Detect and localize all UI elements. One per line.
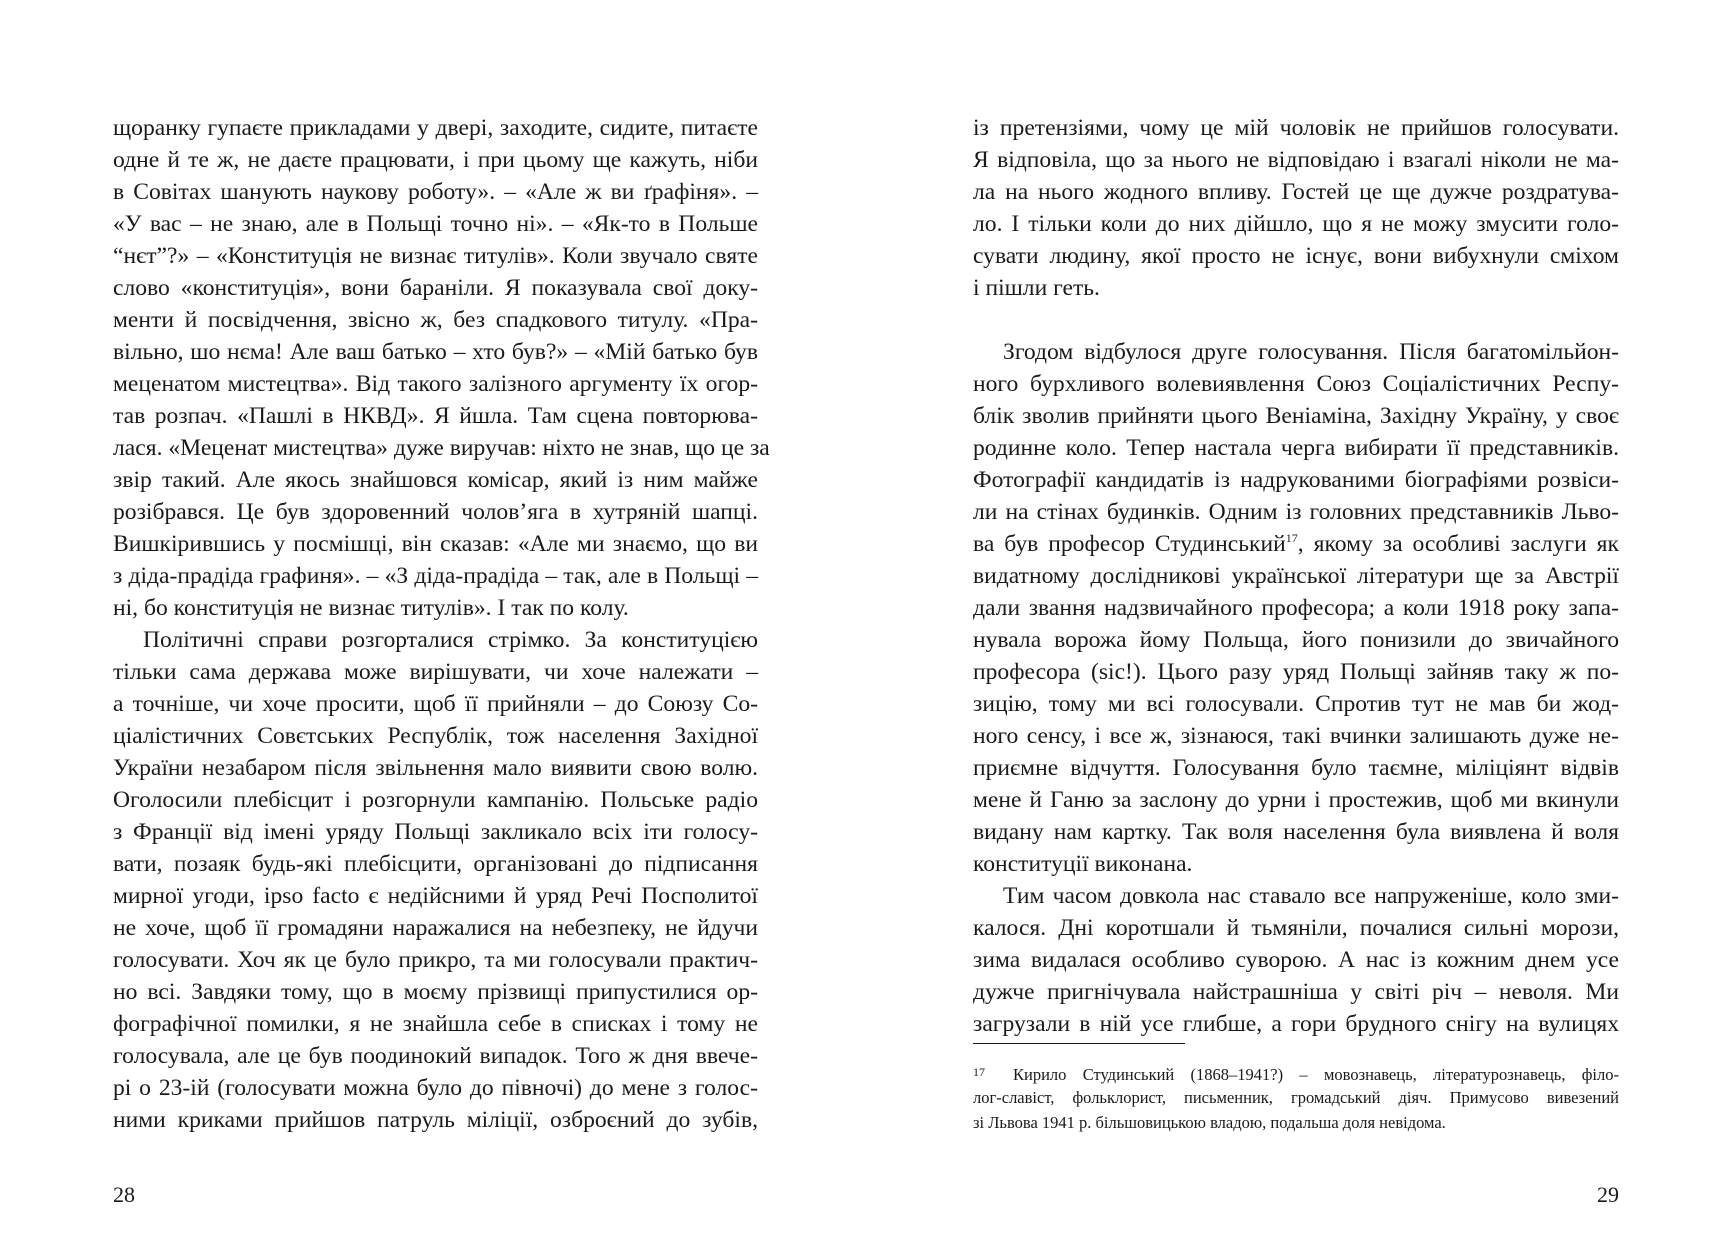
body-line: з діда-прадіда графиня». – «З діда-прадіда – так, але в Польщі – [113, 563, 758, 589]
body-line: щоранку гупаєте прикладами у двері, заходите, сидите, питаєте [113, 115, 758, 141]
body-line: слово «конституція», вони бараніли. Я показувала свої доку- [113, 275, 758, 301]
body-line: рі о 23-ій (голосувати можна було до півночі) до мене з голос- [113, 1075, 758, 1101]
right-page-body [973, 112, 1619, 1040]
body-line: вати, позаяк будь-які плебісцити, організовані до підписання [113, 851, 758, 877]
body-line: звір такий. Але якось знайшовся комісар, який із ним майже [113, 467, 758, 493]
body-line: розібрався. Це був здоровенний чолов’яга в хутряній шапці. [113, 499, 758, 525]
body-line: загрузали в ній усе глибше, а гори брудного снігу на вулицях [973, 1011, 1619, 1037]
page-number-left: 28 [113, 1182, 135, 1207]
body-line: з Франції від імені уряду Польщі закликало всіх іти голосу- [113, 819, 758, 845]
body-line: Вишкірившись у посмішці, він сказав: «Але ми знаємо, що ви [113, 531, 758, 557]
body-line: Політичні справи розгорталися стрімко. За конституцією [143, 627, 758, 653]
body-line: ними криками прийшов патруль міліції, озброєний до зубів, [113, 1107, 758, 1133]
line-text: , якому за особливі заслуги як [1297, 531, 1619, 557]
left-page [0, 0, 856, 1258]
body-line: видатному дослідникові української літератури ще за Австрії [973, 563, 1619, 589]
body-line: тав розпач. «Пашлі в НКВД». Я йшла. Там сцена повторюва- [113, 403, 758, 429]
body-line: ли на стінах будинків. Одним із головних представників Льво- [973, 499, 1619, 525]
footnote [973, 1060, 1619, 1135]
body-line: “нєт”?» – «Конституція не визнає титулів». Коли звучало святе [113, 243, 758, 269]
body-line-footnote-ref [973, 528, 1619, 560]
body-line: приємне відчуття. Голосування було таємне, міліціянт відвів [973, 755, 1619, 781]
body-line: «У вас – не знаю, але в Польщі точно ні». – «Як-то в Польше [113, 211, 758, 237]
body-line: Тим часом довкола нас ставало все напруженіше, коло зми- [1003, 883, 1619, 909]
body-line: меценатом мистецтва». Від такого залізного аргументу їх огор- [113, 371, 758, 397]
body-line: видану нам картку. Так воля населення була виявлена й воля [973, 819, 1619, 845]
body-line: Згодом відбулося друге голосування. Після багатомільйон- [1003, 339, 1619, 365]
body-line: і пішли геть. [973, 275, 1100, 301]
body-line: тільки сама держава може вирішувати, чи хоче належати – [113, 659, 758, 685]
body-line: голосувала, але це був поодинокий випадок. Того ж дня ввече- [113, 1043, 758, 1069]
footnote-line: лог-славіст, фольклорист, письменник, громадський діяч. Примусово вивезений [973, 1088, 1619, 1107]
footnote-number: 17 [973, 1065, 985, 1079]
footnote-reference[interactable]: 17 [1285, 531, 1298, 545]
body-line: ла на нього жодного впливу. Гостей це ще дужче роздратува- [973, 179, 1619, 205]
body-line: не хоче, щоб її громадяни наражалися на небезпеку, не йдучи [113, 915, 758, 941]
body-line: ні, бо конституція не визнає титулів». І так по колу. [113, 595, 629, 621]
right-page [856, 0, 1713, 1258]
body-line: мене й Ганю за заслону до урни і простежив, щоб ми вкинули [973, 787, 1619, 813]
footnote-separator [973, 1043, 1185, 1044]
footnote-text: Кирило Студинський (1868–1941?) – мовознавець, літературознавець, філо- [1013, 1065, 1619, 1084]
body-line: Оголосили плебісцит і розгорнули кампанію. Польське радіо [113, 787, 758, 813]
footnote-line: зі Львова 1941 р. більшовицькою владою, подальша доля невідома. [973, 1113, 1446, 1132]
page-number-right: 29 [1597, 1182, 1619, 1207]
body-line: Фотографії кандидатів із надрукованими біографіями розвіси- [973, 467, 1619, 493]
body-line: ного сенсу, і все ж, зізнаюся, такі вчинки залишають дуже не- [973, 723, 1619, 749]
body-line: сувати людину, якої просто не існує, вони вибухнули сміхом [973, 243, 1619, 269]
body-line: вільно, шо нєма! Але ваш батько – хто був?» – «Мій батько був [113, 339, 758, 365]
body-line: калося. Дні коротшали й тьмяніли, почалися сильні морози, [973, 915, 1619, 941]
left-page-body [113, 112, 770, 1136]
body-line: но всі. Завдяки тому, що в моєму прізвищі припустилися ор- [113, 979, 758, 1005]
body-line: України незабаром після звільнення мало виявити свою волю. [113, 755, 758, 781]
body-line: мирної угоди, ipso facto є недійсними й уряд Речі Посполитої [113, 883, 758, 909]
body-line: в Совітах шанують наукову роботу». – «Але ж ви ґрафіня». – [113, 179, 758, 205]
body-line: фографічної помилки, я не знайшла себе в списках і тому не [113, 1011, 758, 1037]
body-line: одне й те ж, не даєте працювати, і при цьому ще кажуть, ніби [113, 147, 758, 173]
body-line: а точніше, чи хоче просити, щоб її прийняли – до Союзу Со- [113, 691, 758, 717]
body-line: дали звання надзвичайного професора; а коли 1918 року запа- [973, 595, 1619, 621]
body-line: зицію, тому ми всі голосували. Спротив тут не мав би жод- [973, 691, 1619, 717]
paragraph-gap [973, 304, 1619, 336]
line-text: ва був професор Студинський [973, 531, 1286, 557]
footnote-line [973, 1060, 1619, 1085]
body-line: Я відповіла, що за нього не відповідаю і взагалі ніколи не ма- [973, 147, 1619, 173]
body-line: блік зволив прийняти цього Веніаміна, Західну Україну, у своє [973, 403, 1619, 429]
body-line: ло. І тільки коли до них дійшло, що я не можу змусити голо- [973, 211, 1619, 237]
body-line: дужче пригнічувала найстрашніша у світі річ – неволя. Ми [973, 979, 1619, 1005]
body-line: професора (sic!). Цього разу уряд Польщі зайняв таку ж по- [973, 659, 1619, 685]
body-line: лася. «Меценат мистецтва» дуже виручав: ніхто не знав, що це за [113, 435, 770, 461]
body-line: зима видалася особливо суворою. А нас із кожним днем усе [973, 947, 1619, 973]
body-line: родинне коло. Тепер настала черга вибирати її представників. [973, 435, 1619, 461]
body-line: конституції виконана. [973, 851, 1193, 877]
body-line: нувала ворожа йому Польща, його понизили до звичайного [973, 627, 1619, 653]
body-line: із претензіями, чому це мій чоловік не прийшов голосувати. [973, 115, 1619, 141]
body-line: менти й посвідчення, звісно ж, без спадкового титулу. «Пра- [113, 307, 758, 333]
body-line: ного бурхливого волевиявлення Союз Соціалістичних Респу- [973, 371, 1619, 397]
body-line: ціалістичних Совєтських Республік, тож населення Західної [113, 723, 758, 749]
body-line: голосувати. Хоч як це було прикро, та ми голосували практич- [113, 947, 758, 973]
